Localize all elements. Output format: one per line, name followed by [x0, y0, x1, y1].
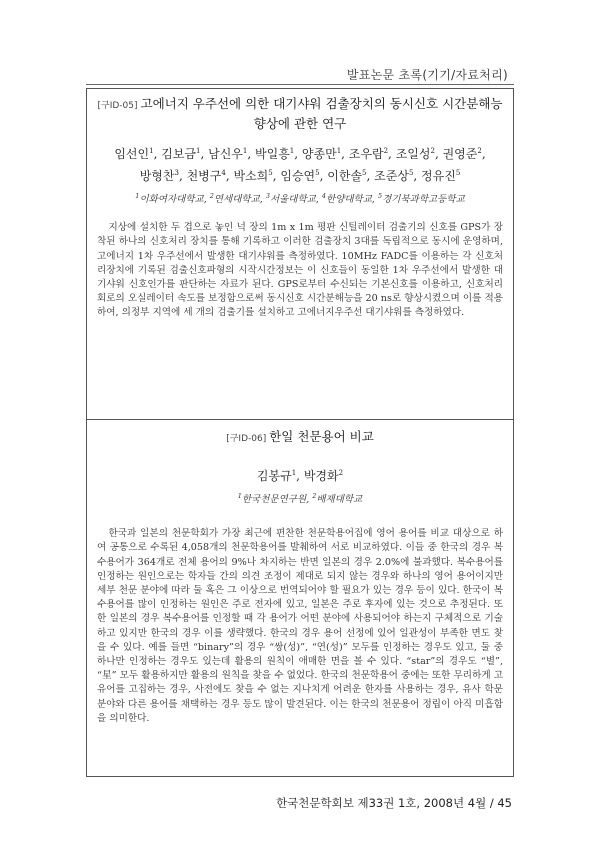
author-affiliation-mark: 5	[408, 169, 414, 177]
author-name: 김보금	[161, 147, 197, 161]
author-name: 조우람	[348, 147, 384, 161]
abstract-1-title-line1: 고에너지 우주선에 의한 대기샤워 검출장치의 동시신호 시간분해능	[140, 96, 503, 111]
author-affiliation-mark: 5	[362, 169, 367, 177]
abstract-box-2	[86, 419, 514, 777]
author-name: 이한솔	[327, 169, 363, 183]
affiliation-mark: 2	[312, 492, 317, 500]
author-name: 천병구	[186, 169, 222, 183]
running-header: 발표논문 초록(기기/자료처리)	[346, 68, 508, 82]
header-rule	[86, 84, 514, 85]
affiliation-mark: 1	[135, 192, 140, 200]
author-affiliation-mark: 2	[338, 469, 344, 477]
affiliation-mark: 4	[321, 192, 327, 200]
affiliation-mark: 5	[377, 192, 383, 200]
abstract-2-body: 한국과 일본의 천문학회가 가장 최근에 편찬한 천문학용어집에 영어 용어를 비교 대상으로 하여 공통으로 수록된 4,058개의 천문학용어를 발췌하여 서로 비교하였다. 이들 중 한국의 경우 복수용어가 364개로 전체 용어의 9%나 차지하는 반면 일본의 경우 2.0%에 불과했다. 복수용어를 인정하는 원인으로는 학자들 간의 의견 조정이 제대로 되지 않는 경우와 하나의 영어 용어이지만 세부 천문 분야에 따라 둘 혹은 그 이상으로 번역되어야 할 필요가 있는 경우 등이 있다. 한국이 복수용어를 많이 인정하는 원인은 주로 전자에 있고, 일본은 주로 후자에 있는 것으로 추정된다. 또한 일본의 경우 복수용어를 인정할 때 각 용어가 어떤 분야에 사용되어야 하는지 구체적으로 기술하고 있지만 한국의 경우 이를 생략했다. 한국의 경우 용어 선정에 있어 일관성이 부족한 면도 찾을 수 있다. 예를 들면 “binary”의 경우 “쌍(성)”, “연(성)” 모두를 인정하는 경우도 있고, 둘 중 하나만 인정하는 경우도 있는데 활용의 원칙이 애매한 면을 볼 수 있다. “star”의 경우도 “별”, “星” 모두 활용하지만 활용의 원칙을 찾을 수 없었다. 한국의 천문학용어 중에는 또한 무리하게 고유어를 고집하는 경우, 사전에도 찾을 수 없는 지나치게 어려운 한자를 사용하는 경우, 유사 학문 분야와 다른 용어를 채택하는 경우 등도 많이 발견된다. 이는 한국의 천문용어 정립이 아직 미흡함을 의미한다.	[97, 528, 503, 724]
author-affiliation-mark: 4	[221, 169, 226, 177]
abstract-2-affiliations: $^1$한국천문연구원, $^2$배재대학교	[237, 492, 363, 506]
author-name: 박경화	[303, 469, 339, 483]
affiliation-mark: 2	[209, 192, 214, 200]
abstract-2-authors: 김봉규$^1$, 박경화$^2$	[256, 469, 344, 483]
author-name: 김봉규	[256, 469, 292, 483]
author-affiliation-mark: 1	[149, 147, 154, 155]
author-name: 방형찬	[139, 169, 175, 183]
abstract-2-title-line1: 한일 천문용어 비교	[269, 429, 374, 444]
author-affiliation-mark: 1	[242, 147, 248, 155]
author-affiliation-mark: 5	[315, 169, 320, 177]
author-affiliation-mark: 2	[383, 147, 389, 155]
author-name: 임선인	[114, 147, 150, 161]
author-affiliation-mark: 2	[477, 147, 482, 155]
author-name: 정유진	[421, 169, 456, 183]
affiliation-name: 서울대학교	[269, 194, 316, 206]
author-affiliation-mark: 1	[196, 147, 201, 155]
affiliation-name: 이화여자대학교	[139, 194, 204, 206]
affiliation-name: 경기북과학고등학교	[382, 194, 465, 206]
author-name: 조일성	[395, 147, 431, 161]
author-affiliation-mark: 1	[336, 147, 342, 155]
author-name: 박일흥	[255, 147, 290, 161]
affiliation-name: 한양대학교	[326, 194, 372, 206]
abstract-1-code: [구ID-05]	[97, 101, 138, 111]
author-affiliation-mark: 1	[289, 147, 295, 155]
affiliation-mark: 3	[265, 192, 270, 200]
abstract-1-title	[97, 95, 503, 115]
affiliation-name: 연세대학교	[213, 194, 260, 206]
affiliation-mark: 1	[237, 492, 242, 500]
author-name: 임승연	[280, 169, 316, 183]
abstract-1-title-line2: 향상에 관한 연구	[253, 116, 347, 131]
abstract-1-affiliations: $^1$이화여자대학교, $^2$연세대학교, $^3$서울대학교, $^4$한양대학교, $^5$경기북과학고등학교	[135, 192, 465, 206]
abstract-box-1	[86, 88, 514, 420]
abstract-2-title	[97, 428, 503, 448]
affiliation-name: 배재대학교	[316, 494, 363, 506]
author-name: 조준상	[374, 169, 409, 183]
abstract-2-code: [구ID-06]	[226, 434, 267, 444]
page-footer: 한국천문학회보 제33권 1호, 2008년 4월 / 45	[276, 796, 512, 810]
author-affiliation-mark: 5	[268, 169, 273, 177]
author-name: 남신우	[208, 147, 243, 161]
author-name: 양종만	[301, 147, 337, 161]
author-name: 권영준	[442, 147, 478, 161]
author-affiliation-mark: 5	[455, 169, 461, 177]
abstract-1-body: 지상에 설치한 두 겹으로 놓인 넉 장의 1m x 1m 평판 신틸레이터 검출기의 신호를 GPS가 장착된 하나의 신호처리 장치를 통해 기록하고 이러한 검출장치 3대를 독립적으로 동시에 운영하며, 고에너지 1차 우주선에서 발생한 대기샤워를 측정하였다. 10MHz FADC를 이용하는 각 신호처리장치에 기록된 검출신호파형의 시작시간정보는 이 신호들이 동일한 1차 우주선에서 발생한 대기샤워 신호인가를 판단하는 자료가 된다. GPS로부터 수신되는 기본신호를 이용하고, 신호처리회로의 오실레이터 속도를 보정함으로써 동시신호 시간분해능을 20 ns로 향상시켰으며 이를 적용하여, 의정부 지역에 세 개의 검출기를 설치하고 고에너지우주선 대기샤워를 측정하였다.	[97, 222, 503, 319]
author-name: 박소희	[233, 169, 269, 183]
abstract-1-authors: 임선인$^1$, 김보금$^1$, 남신우$^1$, 박일흥$^1$, 양종만$^1$, 조우람$^2$, 조일성$^2$, 권영준$^2$, 방형찬$^3$, 천병구$^4$, 박소희$^5$, 임승연$^5$, 이한솔$^5$, 조준상$^5$, 정유진$^5$	[114, 147, 486, 183]
affiliation-name: 한국천문연구원	[241, 494, 307, 506]
author-affiliation-mark: 3	[174, 169, 179, 177]
author-affiliation-mark: 1	[291, 469, 297, 477]
author-affiliation-mark: 2	[430, 147, 435, 155]
